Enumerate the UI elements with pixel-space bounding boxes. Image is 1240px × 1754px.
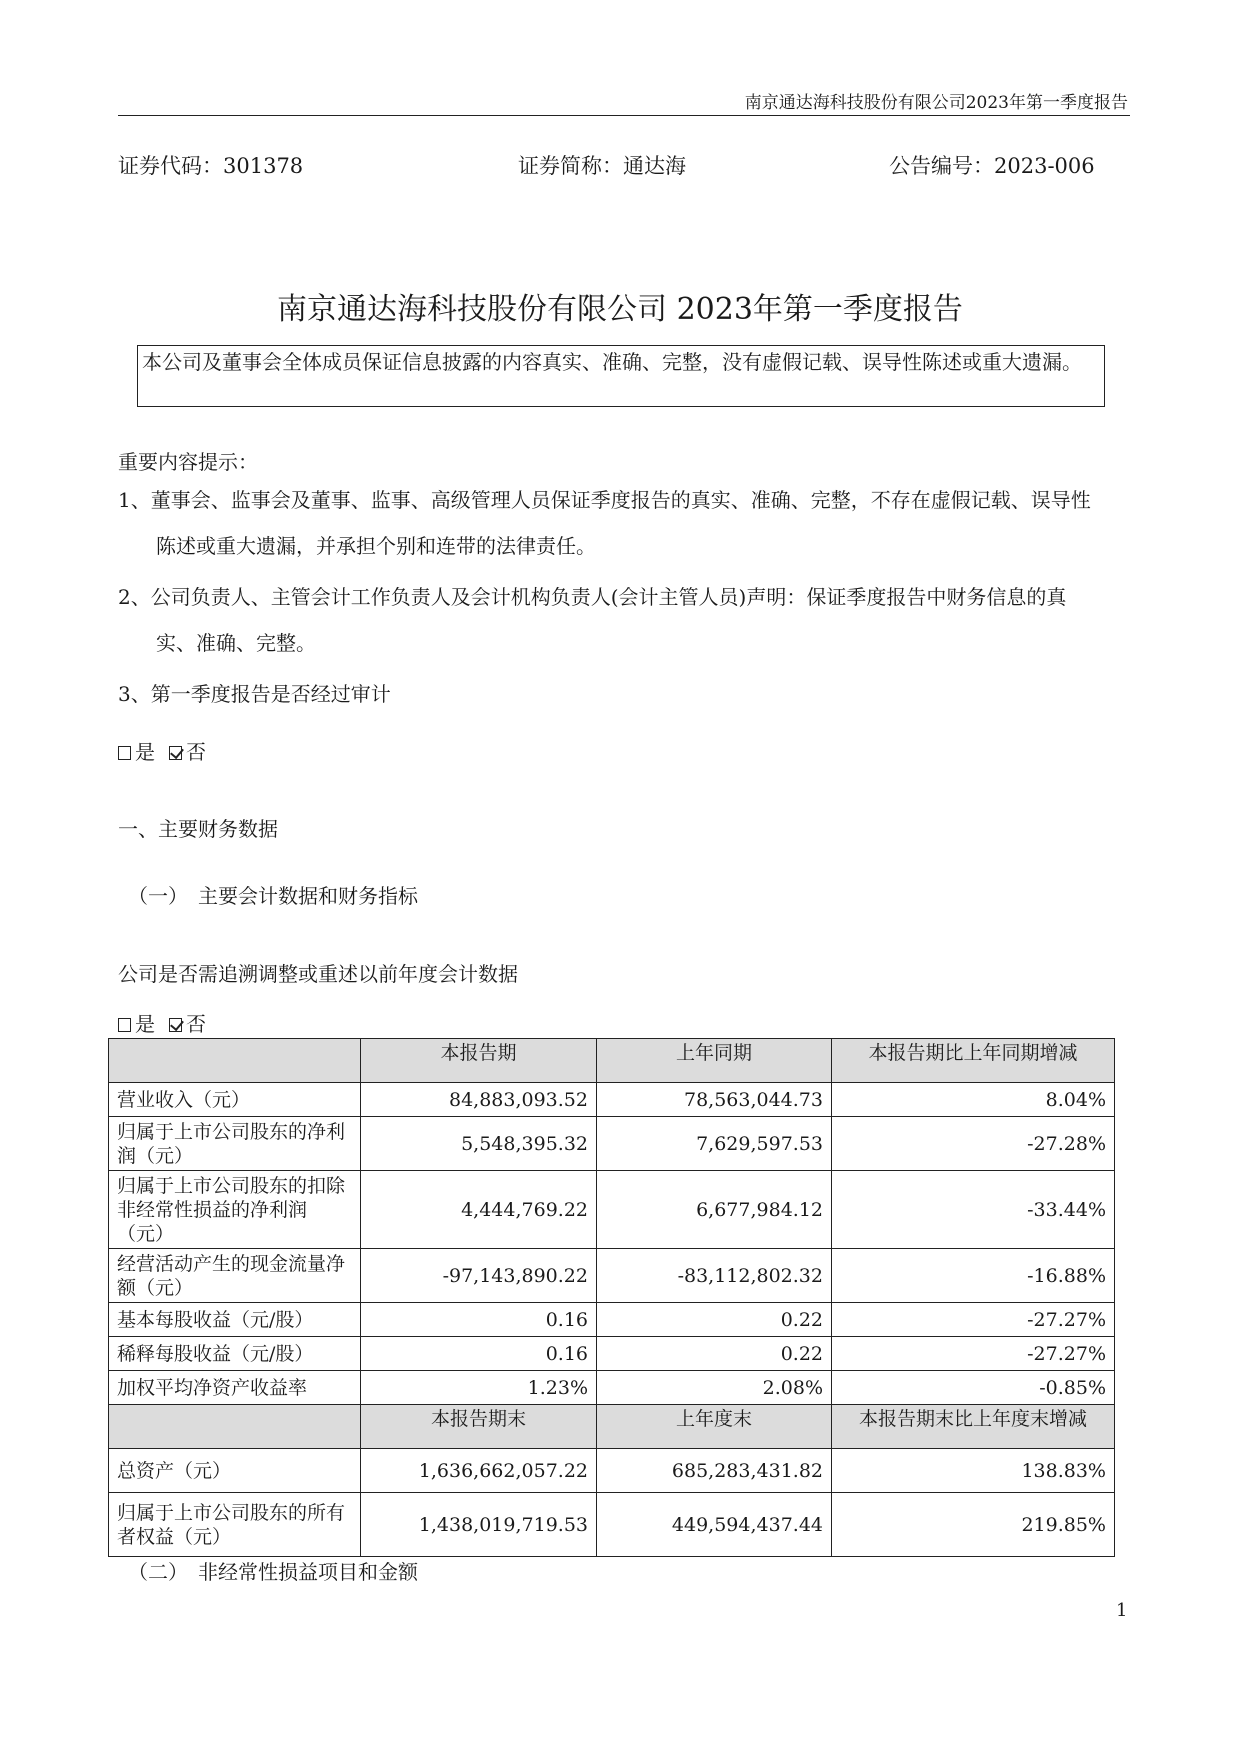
financial-data-table [108, 1038, 1115, 1557]
security-short-name: 证券简称：通达海 [518, 154, 686, 178]
table-row [109, 1493, 1115, 1557]
value-cell: 7,629,597.53 [597, 1117, 832, 1171]
running-header: 南京通达海科技股份有限公司2023年第一季度报告 [744, 93, 1128, 113]
value-cell: 6,677,984.12 [597, 1171, 832, 1249]
board-statement-box: 本公司及董事会全体成员保证信息披露的内容真实、准确、完整，没有虚假记载、误导性陈述或重大遗漏。 [137, 345, 1105, 407]
item-3: 3、第一季度报告是否经过审计 [118, 682, 391, 706]
value-cell: -33.44% [832, 1171, 1115, 1249]
restate-yes-checkbox [118, 1018, 131, 1032]
row-label: 营业收入（元） [109, 1083, 361, 1117]
header-cell: 本报告期末比上年度末增减 [832, 1405, 1115, 1449]
item-1: 1、董事会、监事会及董事、监事、高级管理人员保证季度报告的真实、准确、完整，不存在虚假记载、误导性陈述或重大遗漏，并承担个别和连带的法律责任。 [118, 488, 1091, 558]
table-row [109, 1449, 1115, 1493]
value-cell: -97,143,890.22 [361, 1249, 597, 1303]
table-row [109, 1249, 1115, 1303]
row-label: 总资产（元） [109, 1449, 361, 1493]
table-row [109, 1171, 1115, 1249]
value-cell: -0.85% [832, 1371, 1115, 1405]
header-rule [118, 115, 1130, 116]
audit-yes-label: 是 [135, 740, 155, 764]
header-cell: 本报告期末 [361, 1405, 597, 1449]
value-cell: 0.16 [361, 1303, 597, 1337]
security-code: 证券代码：301378 [118, 154, 304, 178]
value-cell: 138.83% [832, 1449, 1115, 1493]
header-cell [109, 1039, 361, 1083]
header-cell [109, 1405, 361, 1449]
header-cell: 本报告期比上年同期增减 [832, 1039, 1115, 1083]
value-cell: 84,883,093.52 [361, 1083, 597, 1117]
section-1-heading: 一、主要财务数据 [118, 817, 278, 841]
table-header-row [109, 1405, 1115, 1449]
audit-yes-checkbox [118, 746, 131, 760]
row-label: 归属于上市公司股东的所有者权益（元） [109, 1493, 361, 1557]
value-cell: 449,594,437.44 [597, 1493, 832, 1557]
row-label: 加权平均净资产收益率 [109, 1371, 361, 1405]
row-label: 基本每股收益（元/股） [109, 1303, 361, 1337]
report-title: 南京通达海科技股份有限公司 2023年第一季度报告 [277, 292, 963, 327]
header-cell: 本报告期 [361, 1039, 597, 1083]
table-row [109, 1117, 1115, 1171]
value-cell: 685,283,431.82 [597, 1449, 832, 1493]
value-cell: 1.23% [361, 1371, 597, 1405]
restate-yes-label: 是 [135, 1012, 155, 1036]
value-cell: 219.85% [832, 1493, 1115, 1557]
item-2: 2、公司负责人、主管会计工作负责人及会计机构负责人(会计主管人员)声明：保证季度报告中财务信息的真实、准确、完整。 [118, 585, 1067, 655]
value-cell: 0.22 [597, 1303, 832, 1337]
section-1-2-heading: （二） 非经常性损益项目和金额 [128, 1560, 418, 1584]
value-cell: 0.16 [361, 1337, 597, 1371]
value-cell: 2.08% [597, 1371, 832, 1405]
row-label: 归属于上市公司股东的扣除非经常性损益的净利润（元） [109, 1171, 361, 1249]
value-cell: 8.04% [832, 1083, 1115, 1117]
value-cell: 1,438,019,719.53 [361, 1493, 597, 1557]
table-header-row [109, 1039, 1115, 1083]
value-cell: -16.88% [832, 1249, 1115, 1303]
value-cell: -27.28% [832, 1117, 1115, 1171]
restate-question: 公司是否需追溯调整或重述以前年度会计数据 [118, 962, 518, 986]
table-row [109, 1337, 1115, 1371]
value-cell: 78,563,044.73 [597, 1083, 832, 1117]
restate-no-label: 否 [186, 1012, 206, 1036]
table-row [109, 1371, 1115, 1405]
value-cell: 4,444,769.22 [361, 1171, 597, 1249]
restate-choice [118, 1008, 220, 1037]
audit-no-checkbox [169, 746, 182, 760]
value-cell: -27.27% [832, 1303, 1115, 1337]
value-cell: 1,636,662,057.22 [361, 1449, 597, 1493]
table-row [109, 1303, 1115, 1337]
value-cell: 5,548,395.32 [361, 1117, 597, 1171]
important-heading: 重要内容提示： [118, 450, 258, 474]
row-label: 稀释每股收益（元/股） [109, 1337, 361, 1371]
notice-number: 公告编号：2023-006 [889, 154, 1095, 178]
audit-no-label: 否 [186, 740, 206, 764]
restate-no-checkbox [169, 1018, 182, 1032]
row-label: 经营活动产生的现金流量净额（元） [109, 1249, 361, 1303]
value-cell: -27.27% [832, 1337, 1115, 1371]
header-cell: 上年度末 [597, 1405, 832, 1449]
row-label: 归属于上市公司股东的净利润（元） [109, 1117, 361, 1171]
section-1-1-heading: （一） 主要会计数据和财务指标 [128, 884, 418, 908]
audit-choice [118, 736, 220, 765]
header-cell: 上年同期 [597, 1039, 832, 1083]
page-number: 1 [1116, 1600, 1128, 1621]
value-cell: -83,112,802.32 [597, 1249, 832, 1303]
table-row [109, 1083, 1115, 1117]
value-cell: 0.22 [597, 1337, 832, 1371]
